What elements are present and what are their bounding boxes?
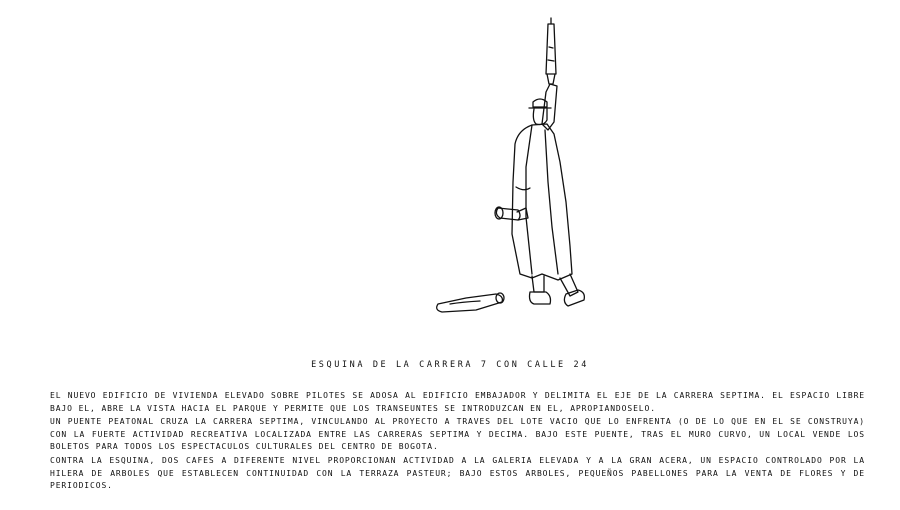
paragraph: CONTRA LA ESQUINA, DOS CAFES A DIFERENTE NIVEL PROPORCIONAN ACTIVIDAD A LA GALERIA ELEVADA Y A LA GRAN ACERA, UN ESPACIO CONTROLADO POR LA HILERA DE ARBOLES QUE ESTABLECEN CONTINUIDAD CON LA TERRAZA PASTEUR; BAJO ESTOS ARBOLES, PEQUEÑOS PABELLONES PARA LA VENTA DE FLORES Y DE PERIODICOS. [50,455,865,491]
paragraph: UN PUENTE PEATONAL CRUZA LA CARRERA SEPTIMA, VINCULANDO AL PROYECTO A TRAVES DEL LOTE VACIO QUE LO ENFRENTA (O DE LO QUE EN EL SE CONSTRUYA) CON LA FUERTE ACTIVIDAD RECREATIVA LOCALIZADA ENTRE LAS CARRERAS SEPTIMA Y DECIMA. BAJO ESTE PUENTE, TRAS EL MURO CURVO, UN LOCAL VENDE LOS BOLETOS PARA TODOS LOS ESPECTACULOS CULTURALES DEL CENTRO DE BOGOTA. [50,417,865,452]
figure-caption: ESQUINA DE LA CARRERA 7 CON CALLE 24 [311,360,589,370]
rolled-paper-icon [495,207,528,220]
description-text [50,390,865,494]
hat-icon [529,99,551,108]
umbrella-icon [546,18,556,84]
dropped-scroll-icon [437,293,504,312]
man-with-umbrella-drawing [420,12,610,322]
paragraph: EL NUEVO EDIFICIO DE VIVIENDA ELEVADO SOBRE PILOTES SE ADOSA AL EDIFICIO EMBAJADOR Y DELIMITA EL EJE DE LA CARRERA SEPTIMA. EL ESPACIO LIBRE BAJO EL, ABRE LA VISTA HACIA EL PARQUE Y PERMITE QUE LOS TRANSEUNTES SE INTRODUZCAN EN EL, APROPIANDOSELO. [50,391,865,413]
